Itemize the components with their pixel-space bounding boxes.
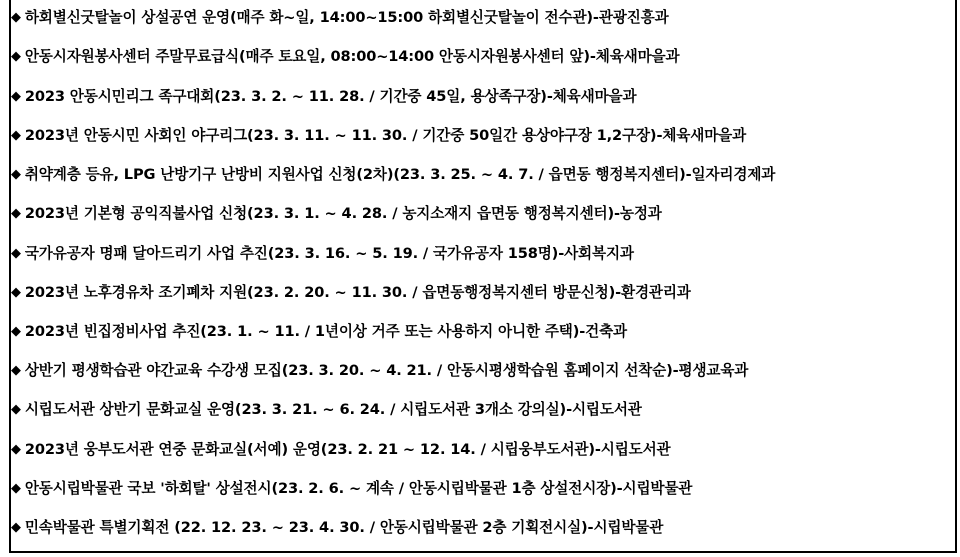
list-item	[11, 438, 671, 462]
item-text: 시립도서관 상반기 문화교실 운영(23. 3. 21. ~ 6. 24. / 시립도서관 3개소 강의실)-시립도서관	[24, 401, 642, 418]
diamond-bullet-icon: ◆	[11, 285, 21, 300]
diamond-bullet-icon: ◆	[11, 89, 21, 104]
item-text: 민속박물관 특별기획전 (22. 12. 23. ~ 23. 4. 30. / 안동시립박물관 2층 기획전시실)-시립박물관	[24, 519, 664, 536]
item-text: 취약계층 등유, LPG 난방기구 난방비 지원사업 신청(2차)(23. 3. 25. ~ 4. 7. / 읍면동 행정복지센터)-일자리경제과	[24, 166, 776, 183]
list-item	[11, 516, 663, 540]
list-item	[11, 124, 746, 148]
list-item	[11, 477, 692, 501]
list-item	[11, 359, 748, 383]
diamond-bullet-icon: ◆	[11, 481, 21, 496]
list-item	[11, 6, 669, 30]
diamond-bullet-icon: ◆	[11, 49, 21, 64]
item-text: 2023년 기본형 공익직불사업 신청(23. 3. 1. ~ 4. 28. / 농지소재지 읍면동 행정복지센터)-농정과	[24, 205, 662, 222]
list-item	[11, 281, 691, 305]
list-item	[11, 320, 627, 344]
list-item	[11, 242, 634, 266]
item-text: 안동시립박물관 국보 '하회탈' 상설전시(23. 2. 6. ~ 계속 / 안동시립박물관 1층 상설전시장)-시립박물관	[24, 480, 693, 497]
item-text: 2023 안동시민리그 족구대회(23. 3. 2. ~ 11. 28. / 기간중 45일, 용상족구장)-체육새마을과	[24, 88, 637, 105]
diamond-bullet-icon: ◆	[11, 324, 21, 339]
list-item	[11, 45, 679, 69]
diamond-bullet-icon: ◆	[11, 246, 21, 261]
diamond-bullet-icon: ◆	[11, 520, 21, 535]
item-text: 2023년 안동시민 사회인 야구리그(23. 3. 11. ~ 11. 30. / 기간중 50일간 용상야구장 1,2구장)-체육새마을과	[24, 127, 747, 144]
diamond-bullet-icon: ◆	[11, 10, 21, 25]
list-item	[11, 85, 636, 109]
notice-box	[9, 0, 957, 553]
diamond-bullet-icon: ◆	[11, 402, 21, 417]
list-item	[11, 163, 775, 187]
diamond-bullet-icon: ◆	[11, 128, 21, 143]
item-text: 2023년 노후경유차 조기폐차 지원(23. 2. 20. ~ 11. 30. / 읍면동행정복지센터 방문신청)-환경관리과	[24, 284, 691, 301]
diamond-bullet-icon: ◆	[11, 363, 21, 378]
list-item	[11, 398, 642, 422]
item-text: 2023년 빈집정비사업 추진(23. 1. ~ 11. / 1년이상 거주 또는 사용하지 아니한 주택)-건축과	[24, 323, 627, 340]
diamond-bullet-icon: ◆	[11, 206, 21, 221]
item-text: 하회별신굿탈놀이 상설공연 운영(매주 화~일, 14:00~15:00 하회별신굿탈놀이 전수관)-관광진흥과	[24, 9, 669, 26]
item-text: 안동시자원봉사센터 주말무료급식(매주 토요일, 08:00~14:00 안동시자원봉사센터 앞)-체육새마을과	[24, 48, 680, 65]
diamond-bullet-icon: ◆	[11, 167, 21, 182]
item-text: 국가유공자 명패 달아드리기 사업 추진(23. 3. 16. ~ 5. 19. / 국가유공자 158명)-사회복지과	[24, 245, 634, 262]
list-item	[11, 202, 662, 226]
item-text: 2023년 웅부도서관 연중 문화교실(서예) 운영(23. 2. 21 ~ 12. 14. / 시립웅부도서관)-시립도서관	[24, 441, 671, 458]
diamond-bullet-icon: ◆	[11, 442, 21, 457]
item-text: 상반기 평생학습관 야간교육 수강생 모집(23. 3. 20. ~ 4. 21. / 안동시평생학습원 홈페이지 선착순)-평생교육과	[24, 362, 749, 379]
